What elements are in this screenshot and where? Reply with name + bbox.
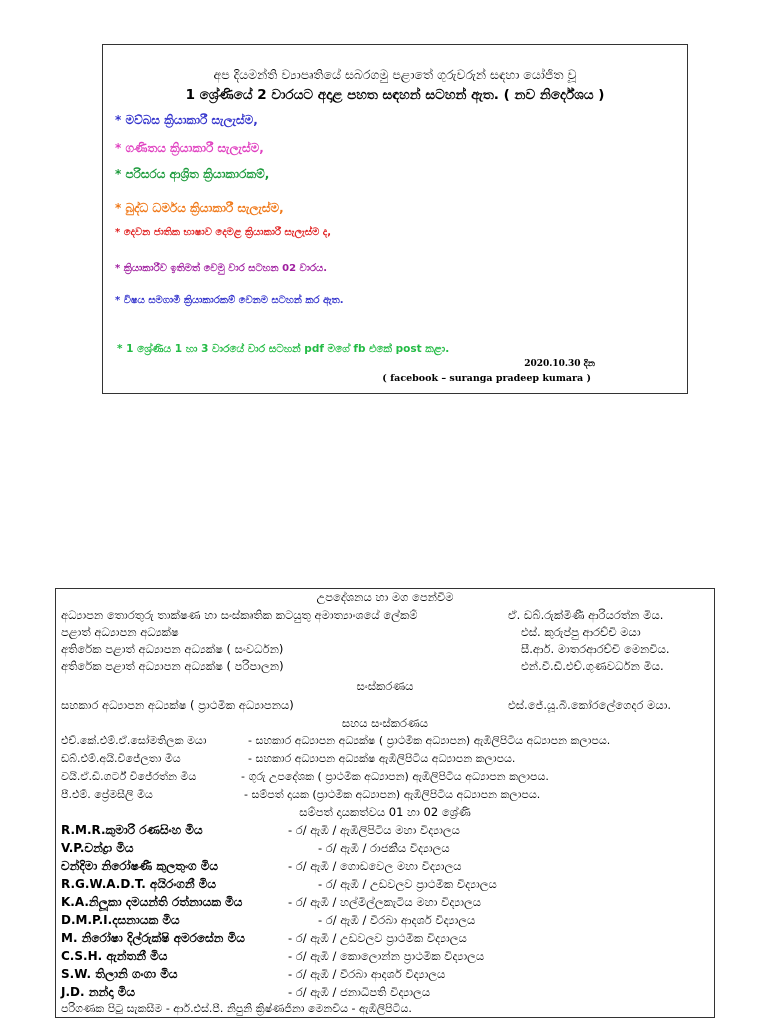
school-text: - ර/ ඇඹි / ජනාධිපති විද්‍යාලය (288, 985, 431, 999)
school-text: - ර/ ඇඹි / වීරබා ආදර්ශ විද්‍යාලය (318, 913, 476, 927)
list-item: * ගණිතය ක්‍රියාකාරී සැලැස්ම, (115, 141, 264, 155)
credits-box (55, 588, 715, 1018)
notice-box (102, 44, 688, 394)
credit-label: ( facebook – suranga pradeep kumara ) (382, 373, 591, 384)
section-heading-resource (56, 804, 714, 820)
name-text: K.A.නිලූකා දමයන්ති රත්නායක මිය (61, 895, 243, 909)
name-text: එස්. කුරුප්පු ආරච්චි මයා (521, 625, 641, 639)
heading-text: සංස්කරණය (356, 679, 414, 693)
role-text: අතිරේක පළාත් අධ්‍යාපන අධ්‍යක්ෂ ( සංවර්ධන) (61, 642, 284, 656)
layout-footer: පරිගණක පිටු සැකසීම - ආර්.එස්.පී. නිපුනි ක්‍රිෂ්ණජිනා මෙනවිය - ඇඹිලිපිටිය. (61, 1002, 412, 1015)
name-text: R.G.W.A.D.T. අයිරංගනී මිය (61, 877, 217, 891)
school-text: - ර/ ඇඹි / හල්මිල්ලකැටිය මහා විද්‍යාලය (288, 895, 482, 909)
school-text: - ර/ ඇඹි / උඩවලව ප්‍රාථමික විද්‍යාලය (318, 877, 497, 891)
role-text: අධ්‍යාපන තොරතුරු තාක්ෂණ හා සංස්කෘතික කටයුතු අමාත්‍යාංශයේ ලේකම් (61, 608, 418, 622)
name-text: V.P.චන්ද්‍රා මිය (61, 841, 134, 855)
school-text: - ර/ ඇඹි / ඇඹිලිපිටිය මහා විද්‍යාලය (288, 823, 460, 837)
role-text: පළාත් අධ්‍යාපන අධ්‍යක්ෂ (61, 625, 179, 639)
list-item: * පරිසරය ආශ්‍රිත ක්‍රියාකාරකම්, (115, 167, 270, 181)
heading-text: උපදේශනය හා මග පෙන්වීම (316, 590, 454, 604)
detail-text: - ගුරු උපදේශක ( ප්‍රාථමික අධ්‍යාපන) ඇඹිලිපිටිය අධ්‍යාපන කලාපය. (241, 770, 549, 783)
name-text: M. නිරෝෂා දිල්රුක්ෂි අමරසේන මිය (61, 931, 245, 945)
name-text: පී.එම්. ප්‍රේමසීලි මිය (61, 788, 153, 801)
name-text: S.W. තිලානි ගංගා මිය (61, 967, 178, 981)
name-text: චන්දිමා නිරෝෂණී කුලතුංග මිය (61, 859, 219, 873)
list-item: * දෙවන ජාතික භාෂාව දෙමළ ක්‍රියාකාරී සැලැස්ම ද, (115, 227, 332, 238)
detail-text: - සම්පත් දායක (ප්‍රාථමික අධ්‍යාපන) ඇඹිලිපිටිය අධ්‍යාපන කලාපය. (244, 788, 541, 801)
name-text: J.D. නන්දා මිය (61, 985, 135, 999)
school-text: - ර/ ඇඹි / උඩවලව ප්‍රාථමික විද්‍යාලය (288, 931, 467, 945)
school-text: - ර/ ඇඹි / වීරබා ආදර්ශ විද්‍යාලය (288, 967, 446, 981)
school-text: - ර/ ඇඹි / කොලොන්න ප්‍රාථමික විද්‍යාලය (288, 949, 485, 963)
section-heading-editing (56, 678, 714, 694)
heading-text: සහය සංස්කරණය (341, 716, 429, 730)
role-text: සහකාර අධ්‍යාපන අධ්‍යක්ෂ ( ප්‍රාථමික අධ්‍යාපනය) (61, 698, 294, 712)
name-text: එන්.වී.ඩී.එච්.ගුණවර්ධන මිය. (521, 659, 664, 673)
school-text: - ර/ ඇඹි / රාජකීය විද්‍යාලය (318, 841, 450, 855)
list-item: * මව්බස ක්‍රියාකාරී සැලැස්ම, (115, 113, 258, 127)
section-heading-guidance (56, 589, 714, 605)
name-text: එච්.කේ.එම්.ඒ.සෝමතිලක මයා (61, 734, 207, 747)
intro-line-1: අප දියමන්ති ව්‍යාපෘතියේ සබරගමු පළාතේ ගුරුවරුන් සඳහා යෝජිත වූ (213, 67, 577, 82)
name-text: R.M.R.කුමාරි රණසිංහ මිය (61, 823, 203, 837)
intro-line-2: 1 ශ්‍රේණියේ 2 වාරයට අදාළ පහත සඳහන් සටහන් ඇත. ( නව නිර්දේශය ) (185, 87, 605, 103)
name-text: වයි.ඒ.ඩී.ගර්ට් විජේරත්න මිය (61, 770, 197, 783)
name-text: එස්.ජේ.යූ.බී.කෝරලේගෙදර මයා. (508, 698, 672, 712)
list-item: * විෂය සමගාමී ක්‍රියාකාරකම් වෙනම සටහන් කර ඇත. (115, 295, 344, 306)
list-item: * ක්‍රියාකාරීව ඉතිමත් වෙමු වාර සටහන 02 වාරය. (115, 263, 328, 274)
school-text: - ර/ ඇඹි / ගොඩවෙල මහා විද්‍යාලය (288, 859, 462, 873)
role-text: අතිරේක පළාත් අධ්‍යාපන අධ්‍යක්ෂ ( පරිපාලන) (61, 659, 284, 673)
list-item: * 1 ශ්‍රේණිය 1 හා 3 වාරයේ වාර සටහන් pdf මගේ fb එකේ post කළා. (117, 343, 450, 355)
date-label: 2020.10.30 දින (524, 359, 595, 369)
name-text: ඒ. ඩබ්.රුක්මිණී ආරියරත්න මිය. (508, 608, 664, 622)
name-text: D.M.P.I.දසනායක මිය (61, 913, 180, 927)
section-heading-co-editing (56, 715, 714, 731)
detail-text: - සහකාර අධ්‍යාපන අධ්‍යක්ෂ ඇඹිලිපිටිය අධ්‍යාපන කලාපය. (248, 752, 516, 765)
list-item: * බුද්ධ ධර්මය ක්‍රියාකාරී සැලැස්ම, (115, 201, 284, 215)
heading-text: සම්පත් දායකත්වය 01 හා 02 ශ්‍රේණි (299, 805, 471, 819)
name-text: C.S.H. ඇන්තනී මිය (61, 949, 168, 963)
name-text: ඩබ්.එම්.අයි.විජේලතා මිය (61, 752, 181, 765)
name-text: සී.ආර්. මාතරආරච්චි මෙනවිය. (521, 642, 670, 656)
detail-text: - සහකාර අධ්‍යාපන අධ්‍යක්ෂ ( ප්‍රාථමික අධ්‍යාපන) ඇඹිලිපිටිය අධ්‍යාපන කලාපය. (248, 734, 611, 747)
